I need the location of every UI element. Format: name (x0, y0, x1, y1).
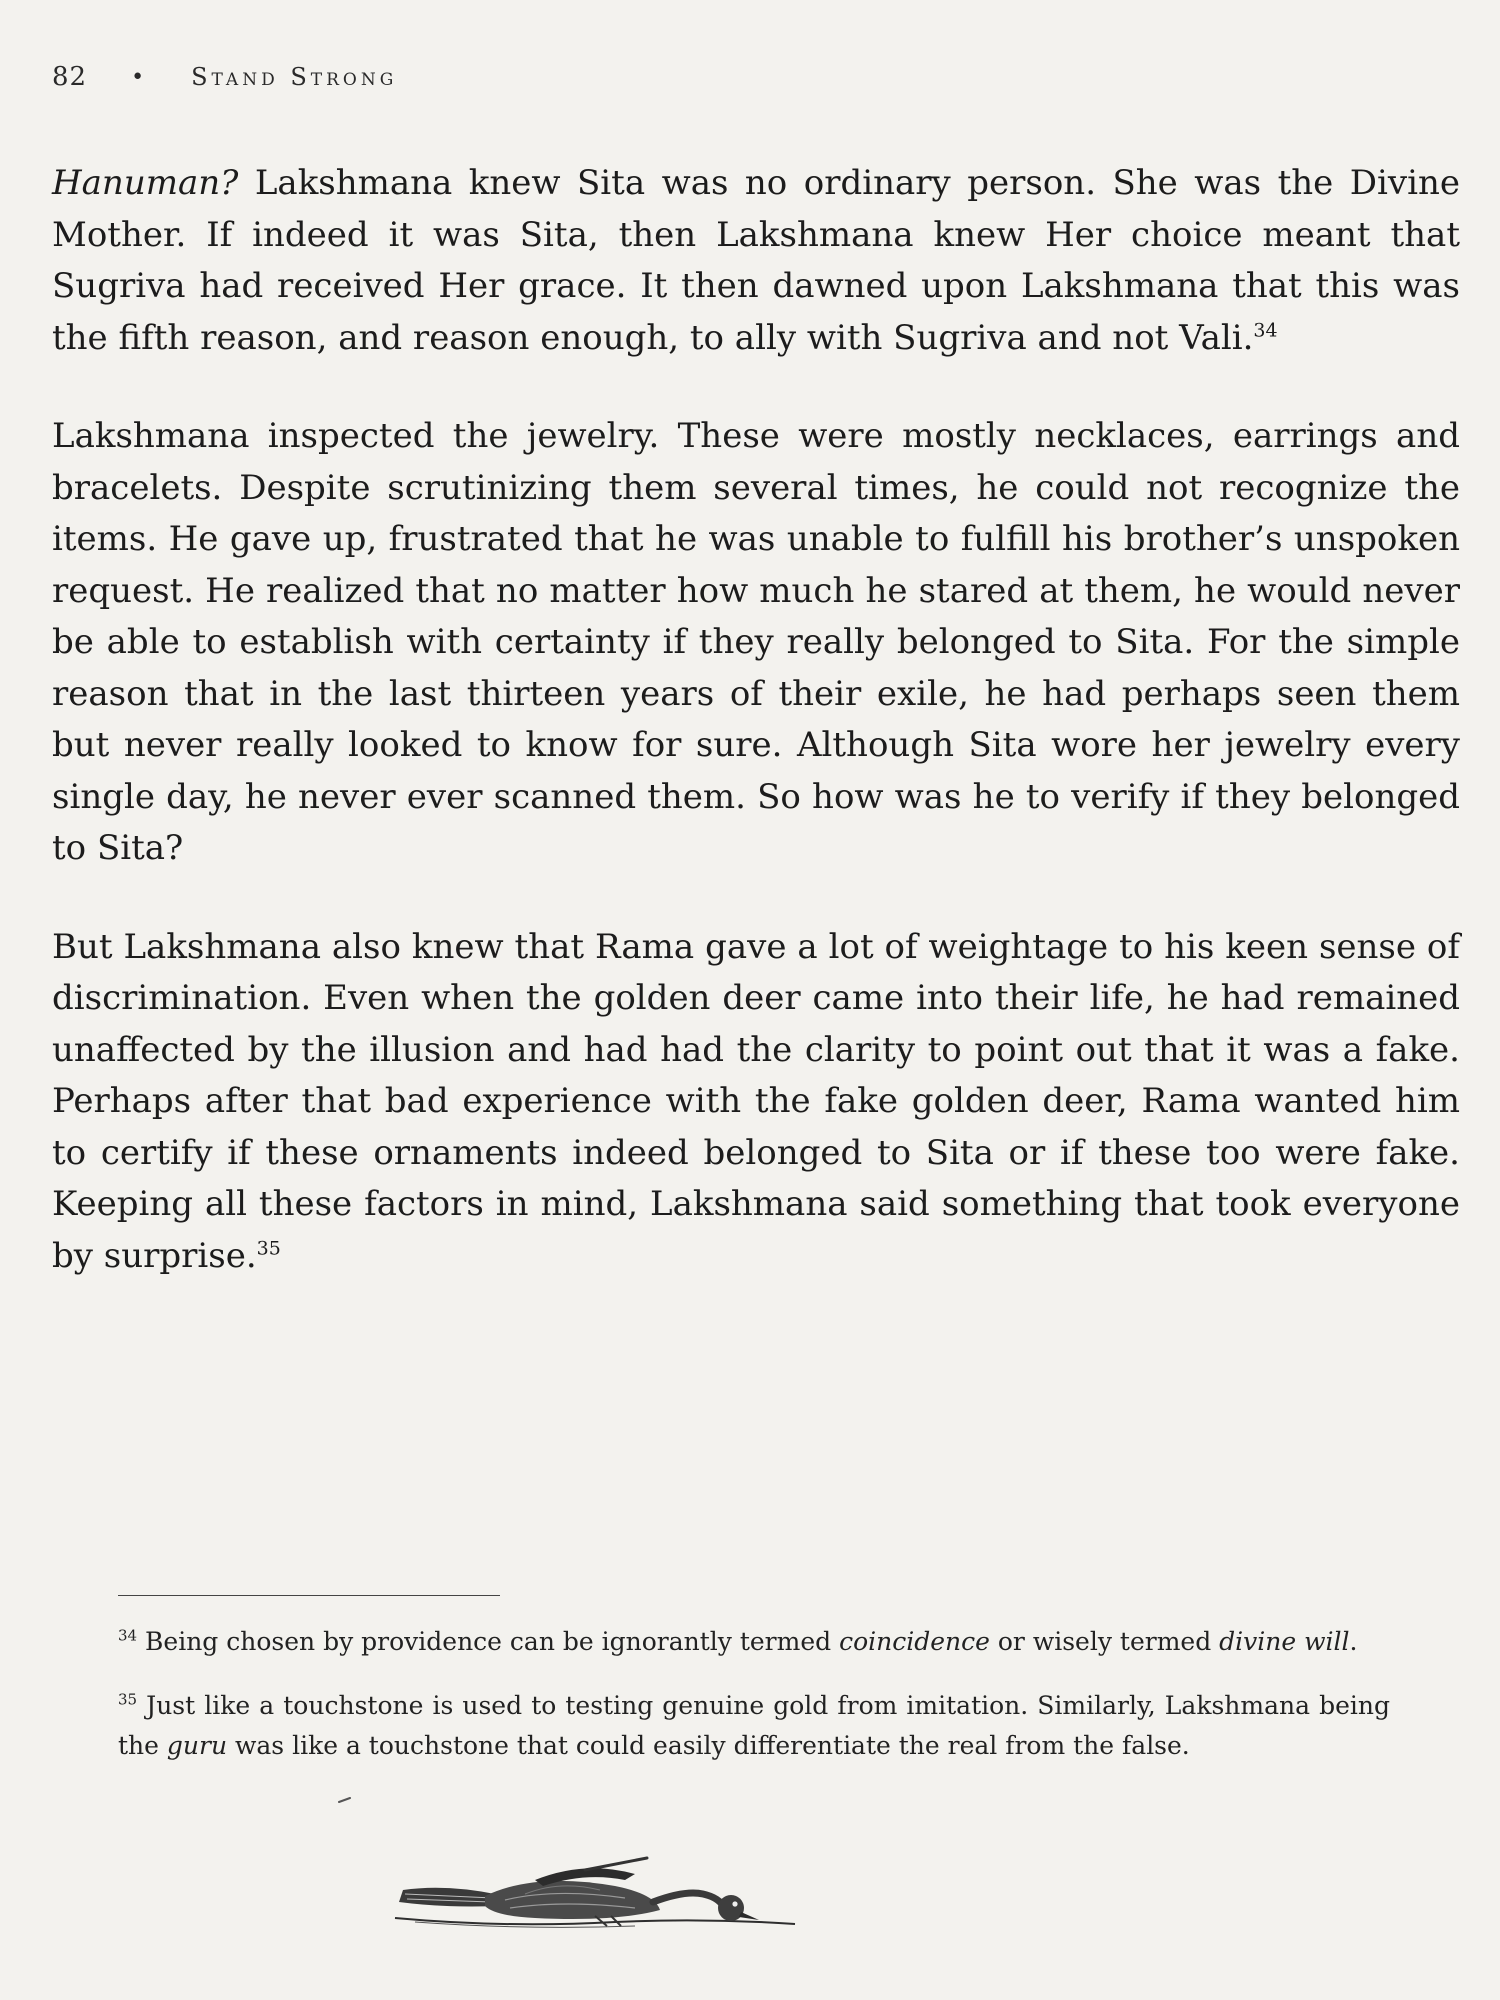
footnote-34-text-c: . (1349, 1627, 1358, 1656)
paragraph-1 (52, 158, 1460, 364)
footnote-34 (118, 1622, 1390, 1662)
paragraph-2: Lakshmana inspected the jewelry. These were mostly necklaces, earrings and bracelets. Despite scrutinizing them several times, he could not recognize the items. He gave up, frustrated that he was unable to fulfill his brother’s unspoken request. He realized that no matter how much he stared at them, he would never be able to establish with certainty if they really belonged to Sita. For the simple reason that in the last thirteen years of their exile, he had perhaps seen them but never really looked to know for sure. Although Sita wore her jewelry every single day, he never ever scanned them. So how was he to verify if they belonged to Sita? (52, 416, 1460, 868)
footnote-35-text-a: Just like a touchstone is used to testing genuine gold from imitation. Similarly, Lakshmana being the (118, 1691, 1390, 1760)
paragraph-3-text: But Lakshmana also knew that Rama gave a lot of weightage to his keen sense of discrimination. Even when the golden deer came into their life, he had remained unaffected by the illusion and had had the clarity to point out that it was a fake. Perhaps after that bad experience with the fake golden deer, Rama wanted him to certify if these ornaments indeed belonged to Sita or if these too were fake. Keeping all these factors in mind, Lakshmana said something that took everyone by surprise. (52, 926, 1460, 1276)
paragraph-1-text: Lakshmana knew Sita was no ordinary person. She was the Divine Mother. If indeed it was Sita, then Lakshmana knew Her choice meant that Sugriva had received Her grace. It then dawned upon Lakshmana that this was the fifth reason, and reason enough, to ally with Sugriva and not Vali. (52, 163, 1460, 358)
footnote-34-italic-1: coincidence (839, 1627, 990, 1656)
footnote-34-text-b: or wisely termed (989, 1627, 1220, 1656)
footnote-35-text-b: was like a touchstone that could easily differentiate the real from the false. (227, 1731, 1190, 1760)
footnote-35-number: 35 (118, 1690, 138, 1709)
footnote-divider (118, 1595, 500, 1596)
fallen-bird-illustration-icon (385, 1850, 805, 1935)
footnote-34-number: 34 (118, 1626, 138, 1645)
body-text (52, 158, 1460, 1282)
footnote-ref-34[interactable]: 34 (1253, 319, 1278, 342)
header-bullet: • (131, 64, 146, 90)
page-number: 82 (52, 62, 88, 92)
paragraph-3 (52, 922, 1460, 1283)
footnote-34-italic-2: divine will (1219, 1627, 1350, 1656)
footnote-35 (118, 1686, 1390, 1766)
footnote-ref-35[interactable]: 35 (256, 1237, 281, 1260)
book-title: Stand Strong (191, 63, 398, 91)
ink-speck-icon (338, 1796, 352, 1804)
running-head (52, 62, 397, 92)
footnote-35-italic: guru (166, 1731, 228, 1760)
footnote-34-text-a: Being chosen by providence can be ignorantly termed (137, 1627, 840, 1656)
footnotes (118, 1622, 1390, 1790)
paragraph-1-italic-lead: Hanuman? (52, 163, 239, 203)
